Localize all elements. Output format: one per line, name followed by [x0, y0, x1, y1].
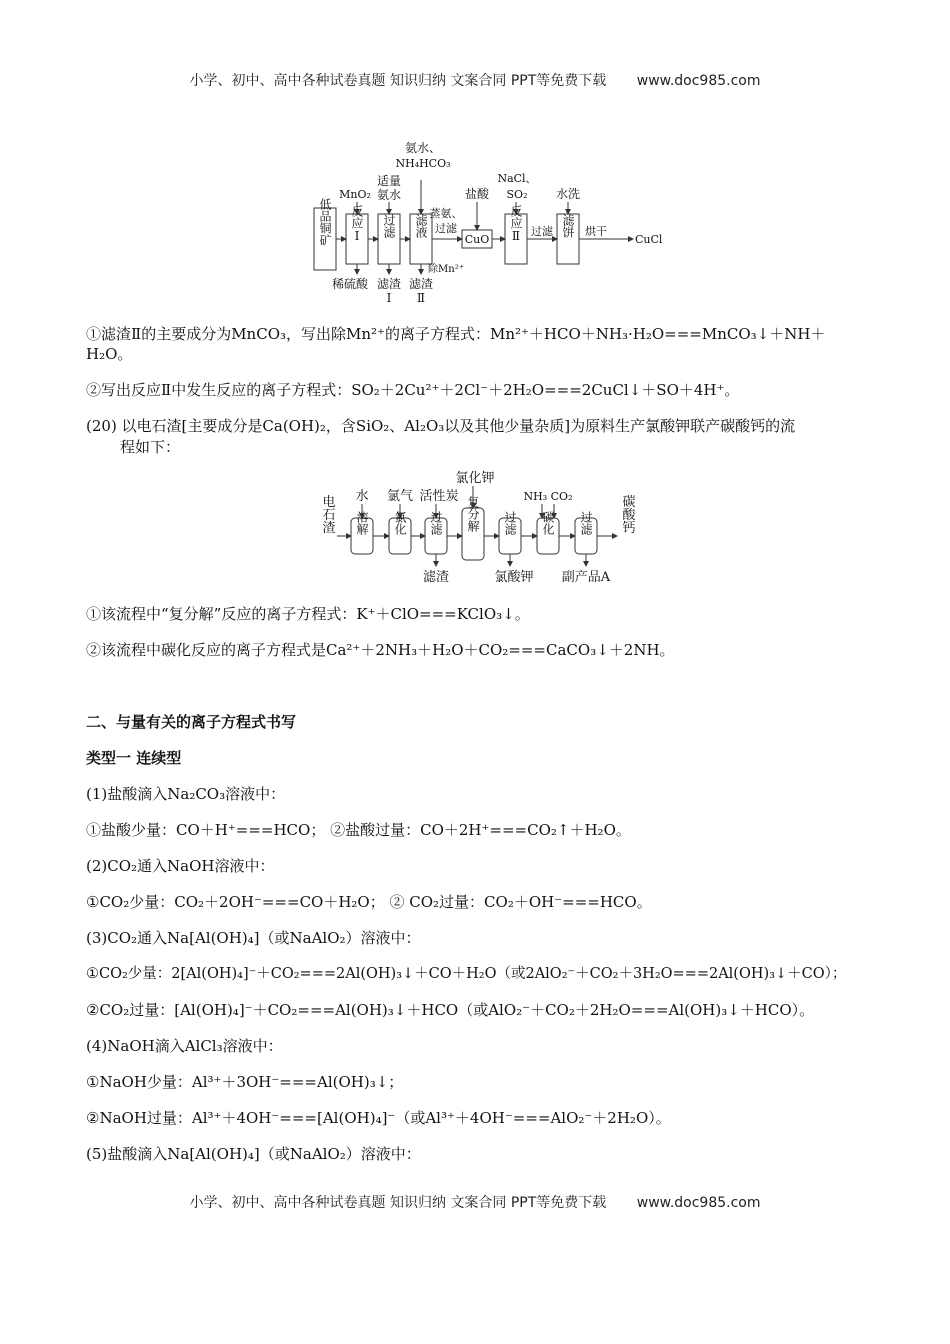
- flow1-step-4: CuO: [464, 233, 490, 246]
- flow2-step-5: 过滤: [503, 511, 517, 535]
- flow2-in-carbon: 活性炭: [419, 489, 459, 504]
- flow1-res2a: 滤渣: [408, 277, 434, 291]
- header-site: www.doc985.com: [636, 73, 761, 89]
- s2-line-10: ②NaOH过量：Al³⁺＋4OH⁻===[Al(OH)₄]⁻（或Al³⁺＋4OH⁻===AlO₂⁻＋2H₂O）。: [86, 1109, 671, 1127]
- q20-line-3: ①该流程中“复分解”反应的离子方程式：K⁺＋ClO===KClO₃↓。: [86, 605, 530, 623]
- flow1-step-2: 过滤: [382, 214, 396, 238]
- s2-line-6: ①CO₂少量：2[Al(OH)₄]⁻＋CO₂===2Al(OH)₃↓＋CO＋H₂O（或2AlO₂⁻＋CO₂＋3H₂O===2Al(OH)₃↓＋CO）；: [86, 966, 847, 982]
- flow2-step-4: 复分解: [466, 496, 480, 532]
- flow1-dry: 烘干: [585, 225, 607, 238]
- flow1-so2: SO₂: [506, 188, 528, 201]
- flow1-step-1: 反应Ⅰ: [350, 205, 364, 243]
- flow2-in-kcl: 氯化钾: [455, 471, 495, 486]
- flow2-step-7: 过滤: [579, 511, 593, 535]
- q20-line-4: ②该流程中碳化反应的离子方程式是Ca²⁺＋2NH₃＋H₂O＋CO₂===CaCO₃↓＋2NH。: [86, 641, 675, 659]
- flow1-wash: 水洗: [555, 187, 581, 201]
- q20-line-2: 程如下：: [120, 438, 181, 456]
- flow1-nacl: NaCl、: [497, 172, 537, 185]
- flow1-step-5: 反应Ⅱ: [509, 205, 523, 243]
- flow2-out-byproduct: 副产品A: [561, 570, 611, 585]
- s2-line-8: (4)NaOH滴入AlCl₃溶液中：: [86, 1037, 283, 1055]
- flow1-hcl: 盐酸: [464, 187, 490, 201]
- q20-line-1: (20) 以电石渣[主要成分是Ca(OH)₂，含SiO₂、Al₂O₃以及其他少量杂质]为原料生产氯酸钾联产碳酸钙的流: [86, 417, 796, 435]
- footer-text: 小学、初中、高中各种试卷真题 知识归纳 文案合同 PPT等免费下载: [189, 1195, 607, 1211]
- page-header: [0, 70, 950, 90]
- s2-line-2: ①盐酸少量：CO＋H⁺===HCO； ②盐酸过量：CO＋2H⁺===CO₂↑＋H₂O。: [86, 821, 631, 839]
- header-text: 小学、初中、高中各种试卷真题 知识归纳 文案合同 PPT等免费下载: [189, 73, 607, 89]
- flow2-in-nh3co2: NH₃ CO₂: [523, 490, 573, 503]
- flow1-product: CuCl: [635, 233, 663, 246]
- flow2-step-3: 过滤: [429, 511, 443, 535]
- s2-line-5: (3)CO₂通入Na[Al(OH)₄]（或NaAlO₂）溶液中：: [86, 929, 421, 947]
- flow1-mno2: MnO₂: [339, 188, 371, 201]
- flow-diagram-cucl: [300, 140, 670, 310]
- flow2-out-residue: 滤渣: [422, 570, 450, 585]
- s2-line-7: ②CO₂过量：[Al(OH)₄]⁻＋CO₂===Al(OH)₃↓＋HCO（或AlO₂⁻＋CO₂＋2H₂O===Al(OH)₃↓＋HCO）。: [86, 1001, 815, 1019]
- flow2-step-6: 碳化: [541, 511, 555, 535]
- flow1-step-3: 滤液: [414, 214, 428, 238]
- q19-line-2: H₂O。: [86, 345, 133, 363]
- footer-site: www.doc985.com: [636, 1195, 761, 1211]
- flow1-ammonia-qty: 适量: [376, 174, 402, 188]
- flow1-res1a: 滤渣: [376, 277, 402, 291]
- s2-line-11: (5)盐酸滴入Na[Al(OH)₄]（或NaAlO₂）溶液中：: [86, 1145, 421, 1163]
- q19-line-3: ②写出反应Ⅱ中发生反应的离子方程式：SO₂＋2Cu²⁺＋2Cl⁻＋2H₂O===2CuCl↓＋SO＋4H⁺。: [86, 381, 740, 399]
- flow2-start: 电石渣: [319, 494, 335, 534]
- type-title: 类型一 连续型: [86, 749, 182, 767]
- flow2-product: 碳酸钙: [619, 494, 635, 534]
- s2-line-4: ①CO₂少量：CO₂＋2OH⁻===CO＋H₂O； ② CO₂过量：CO₂＋OH⁻===HCO。: [86, 893, 652, 911]
- s2-line-9: ①NaOH少量：Al³⁺＋3OH⁻===Al(OH)₃↓；: [86, 1073, 404, 1091]
- flow1-mn: 除Mn²⁺: [428, 264, 464, 275]
- flow1-filter2: 过滤: [531, 225, 553, 238]
- page-footer: [0, 1192, 950, 1212]
- flow1-steam: 蒸氨、: [429, 207, 463, 220]
- flow1-res2b: Ⅱ: [416, 291, 426, 305]
- flow-diagram-kclo3: [305, 468, 655, 592]
- q19-line-1: ①滤渣Ⅱ的主要成分为MnCO₃，写出除Mn²⁺的离子方程式：Mn²⁺＋HCO＋NH₃·H₂O===MnCO₃↓＋NH＋: [86, 325, 826, 343]
- flow1-start: 低品铜矿: [318, 198, 332, 246]
- section-title: 二、与量有关的离子方程式书写: [86, 713, 297, 731]
- flow1-top1: 氨水、: [404, 141, 442, 155]
- flow2-step-1: 溶解: [355, 511, 369, 535]
- flow1-acid: 稀硫酸: [331, 277, 369, 291]
- s2-line-3: (2)CO₂通入NaOH溶液中：: [86, 857, 275, 875]
- flow2-out-kclo3: 氯酸钾: [494, 570, 534, 585]
- flow2-step-2: 氯化: [393, 511, 407, 535]
- flow2-in-water: 水: [355, 489, 369, 504]
- flow1-filter1: 过滤: [435, 222, 457, 235]
- flow1-step-6: 滤饼: [561, 214, 575, 238]
- flow2-in-cl2: 氯气: [386, 489, 414, 504]
- s2-line-1: (1)盐酸滴入Na₂CO₃溶液中：: [86, 785, 286, 803]
- flow1-res1b: Ⅰ: [386, 291, 392, 305]
- flow1-ammonia: 氨水: [376, 188, 402, 202]
- flow1-top2: NH₄HCO₃: [395, 157, 451, 170]
